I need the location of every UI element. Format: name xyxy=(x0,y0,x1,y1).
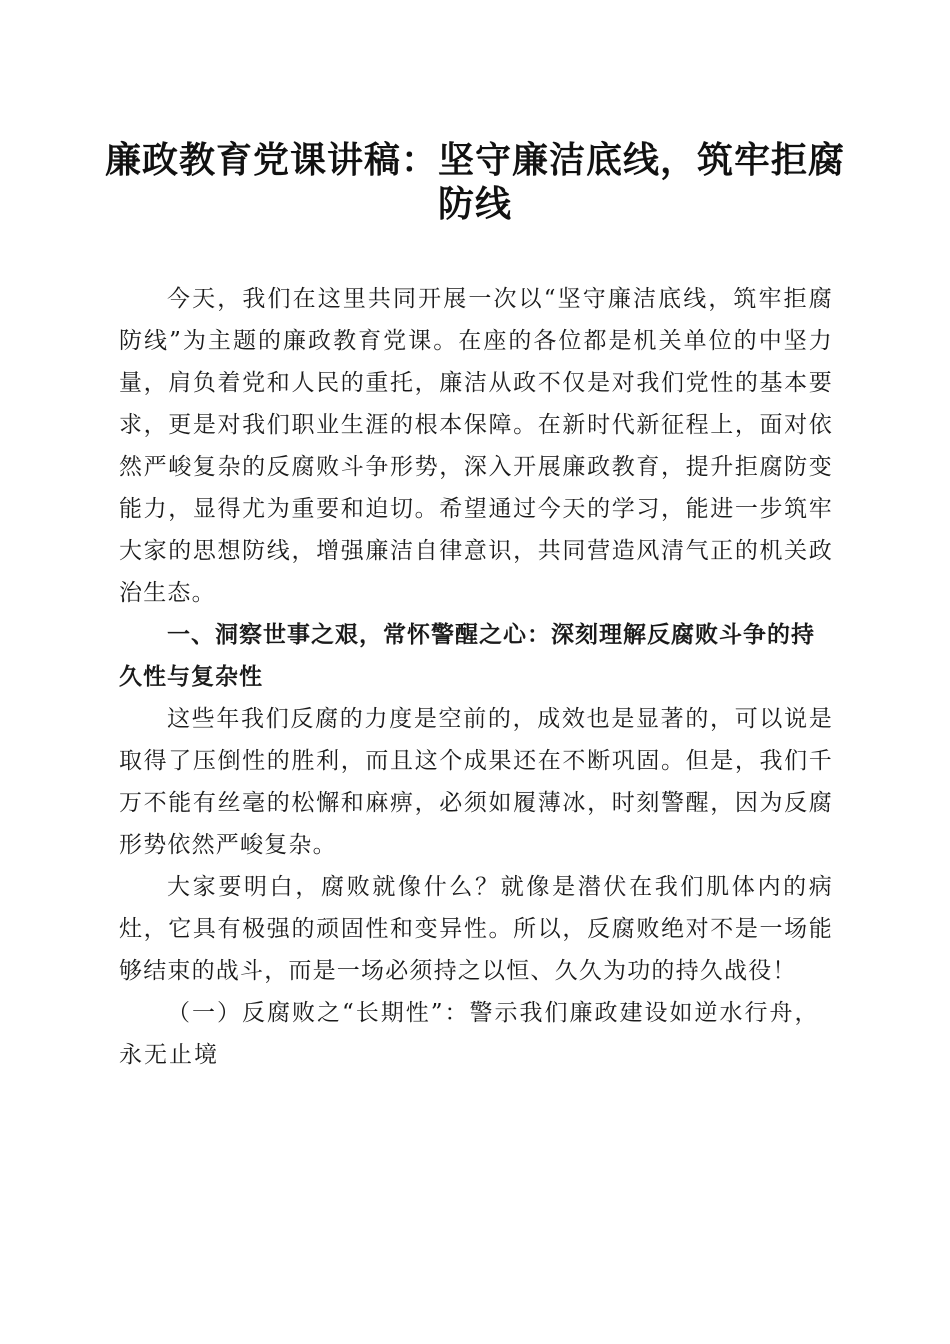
intro-paragraph: 今天，我们在这里共同开展一次以“坚守廉洁底线，筑牢拒腐防线”为主题的廉政教育党课。在座的各位都是机关单位的中坚力量，肩负着党和人民的重托，廉洁从政不仅是对我们党性的基本要求，更是对我们职业生涯的根本保障。在新时代新征程上，面对依然严峻复杂的反腐败斗争形势，深入开展廉政教育，提升拒腐防变能力，显得尤为重要和迫切。希望通过今天的学习，能进一步筑牢大家的思想防线，增强廉洁自律意识，共同营造风清气正的机关政治生态。 xyxy=(119,286,833,606)
section-heading-1: 一、洞察世事之艰，常怀警醒之心：深刻理解反腐败斗争的持久性与复杂性 xyxy=(119,622,815,690)
body-paragraph-3: 大家要明白，腐败就像什么？就像是潜伏在我们肌体内的病灶，它具有极强的顽固性和变异性。所以，反腐败绝对不是一场能够结束的战斗，而是一场必须持之以恒、久久为功的持久战役！ xyxy=(119,874,833,984)
body-paragraph-2: 这些年我们反腐的力度是空前的，成效也是显著的，可以说是取得了压倒性的胜利，而且这个成果还在不断巩固。但是，我们千万不能有丝毫的松懈和麻痹，必须如履薄冰，时刻警醒，因为反腐形势依然严峻复杂。 xyxy=(119,706,833,858)
page-title-line-1: 廉政教育党课讲稿：坚守廉洁底线，筑牢拒腐 xyxy=(104,139,845,181)
page-title-line-2: 防线 xyxy=(437,183,512,225)
document-body xyxy=(119,278,833,1076)
subsection-heading-1: （一）反腐败之“长期性”：警示我们廉政建设如逆水行舟，永无止境 xyxy=(119,1000,820,1068)
